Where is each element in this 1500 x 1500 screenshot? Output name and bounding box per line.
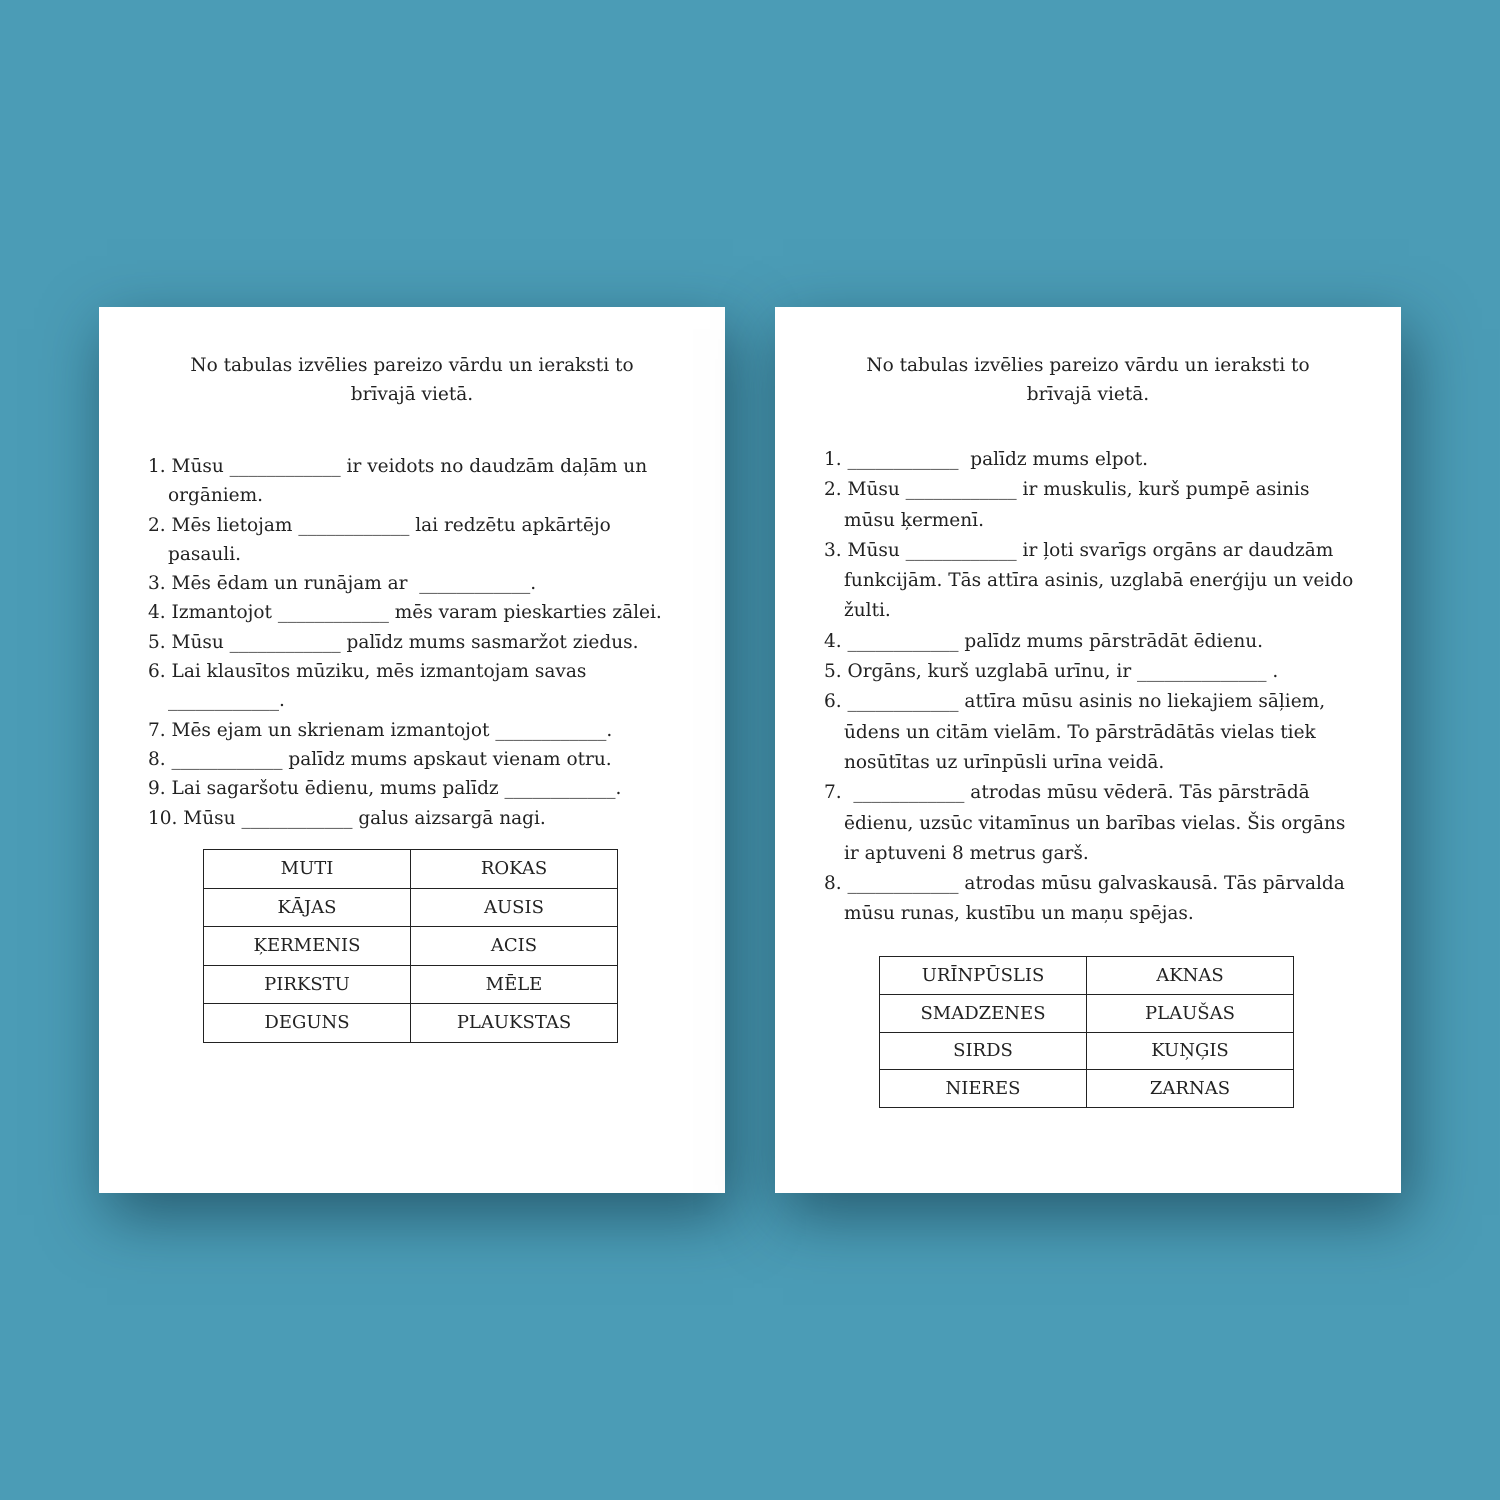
- question-item: 4. Izmantojot ____________ mēs varam pieskarties zālei.: [148, 602, 662, 624]
- question-item: 7. Mēs ejam un skrienam izmantojot ____________.: [148, 719, 613, 741]
- question-item: 2. Mūsu ____________ ir muskulis, kurš pumpē asinis mūsu ķermenī.: [824, 479, 1316, 531]
- table-row: [204, 888, 618, 927]
- word-cell: ZARNAS: [1087, 1070, 1294, 1108]
- table-row: [204, 965, 618, 1004]
- word-cell: MĒLE: [411, 965, 618, 1004]
- word-cell: SIRDS: [880, 1032, 1087, 1070]
- table-row: [204, 1004, 618, 1043]
- word-cell: PLAUŠAS: [1087, 994, 1294, 1032]
- word-cell: SMADZENES: [880, 994, 1087, 1032]
- table-row: [880, 994, 1294, 1032]
- question-item: 8. ____________ palīdz mums apskaut vienam otru.: [148, 748, 612, 770]
- question-item: 9. Lai sagaršotu ēdienu, mums palīdz ____________.: [148, 778, 622, 800]
- table-row: [204, 850, 618, 889]
- table-row: [880, 957, 1294, 995]
- word-cell: ACIS: [411, 927, 618, 966]
- worksheet-page-right: [775, 307, 1401, 1193]
- question-item: 7. ____________ atrodas mūsu vēderā. Tās pārstrādā ēdienu, uzsūc vitamīnus un barības vielas. Šis orgāns ir aptuveni 8 metrus garš.: [824, 782, 1352, 864]
- word-cell: NIERES: [880, 1070, 1087, 1108]
- question-item: 8. ____________ atrodas mūsu galvaskausā. Tās pārvalda mūsu runas, kustību un maņu spējas.: [824, 873, 1351, 925]
- word-cell: PIRKSTU: [204, 965, 411, 1004]
- question-list: [824, 445, 1361, 930]
- question-item: 4. ____________ palīdz mums pārstrādāt ēdienu.: [824, 630, 1264, 652]
- word-cell: ROKAS: [411, 850, 618, 889]
- question-item: 6. ____________ attīra mūsu asinis no liekajiem sāļiem, ūdens un citām vielām. To pārstrādātās vielas tiek nosūtītas uz urīnpūsli urīna veidā.: [824, 691, 1331, 773]
- instruction-text: No tabulas izvēlies pareizo vārdu un ieraksti to brīvajā vietā.: [190, 355, 634, 405]
- word-cell: AKNAS: [1087, 957, 1294, 995]
- question-item: 10. Mūsu ____________ galus aizsargā nagi.: [148, 807, 546, 829]
- table-row: [880, 1032, 1294, 1070]
- question-list: [148, 452, 685, 833]
- question-item: 5. Orgāns, kurš uzglabā urīnu, ir ______________ .: [824, 661, 1279, 683]
- question-item: 6. Lai klausītos mūziku, mēs izmantojam savas ____________.: [148, 661, 593, 712]
- table-row: [880, 1070, 1294, 1108]
- instruction-text: No tabulas izvēlies pareizo vārdu un ieraksti to brīvajā vietā.: [866, 355, 1310, 405]
- word-cell: DEGUNS: [204, 1004, 411, 1043]
- question-item: 5. Mūsu ____________ palīdz mums sasmaržot ziedus.: [148, 631, 639, 653]
- word-cell: URĪNPŪSLIS: [880, 957, 1087, 995]
- question-item: 1. ____________ palīdz mums elpot.: [824, 449, 1149, 470]
- worksheet-page-left: [99, 307, 725, 1193]
- word-cell: AUSIS: [411, 888, 618, 927]
- word-cell: PLAUKSTAS: [411, 1004, 618, 1043]
- question-item: 3. Mūsu ____________ ir ļoti svarīgs orgāns ar daudzām funkcijām. Tās attīra asinis, uzglabā enerģiju un veido žulti.: [824, 539, 1360, 622]
- word-bank-table: [879, 956, 1294, 1108]
- word-cell: MUTI: [204, 850, 411, 889]
- table-row: [204, 927, 618, 966]
- word-cell: ĶERMENIS: [204, 927, 411, 966]
- word-cell: KUŅĢIS: [1087, 1032, 1294, 1070]
- question-item: 1. Mūsu ____________ ir veidots no daudzām daļām un orgāniem.: [148, 456, 654, 507]
- question-item: 2. Mēs lietojam ____________ lai redzētu apkārtējo pasauli.: [148, 514, 617, 565]
- question-item: 3. Mēs ēdam un runājam ar ____________.: [148, 573, 537, 595]
- word-bank-table: [203, 849, 618, 1043]
- word-cell: KĀJAS: [204, 888, 411, 927]
